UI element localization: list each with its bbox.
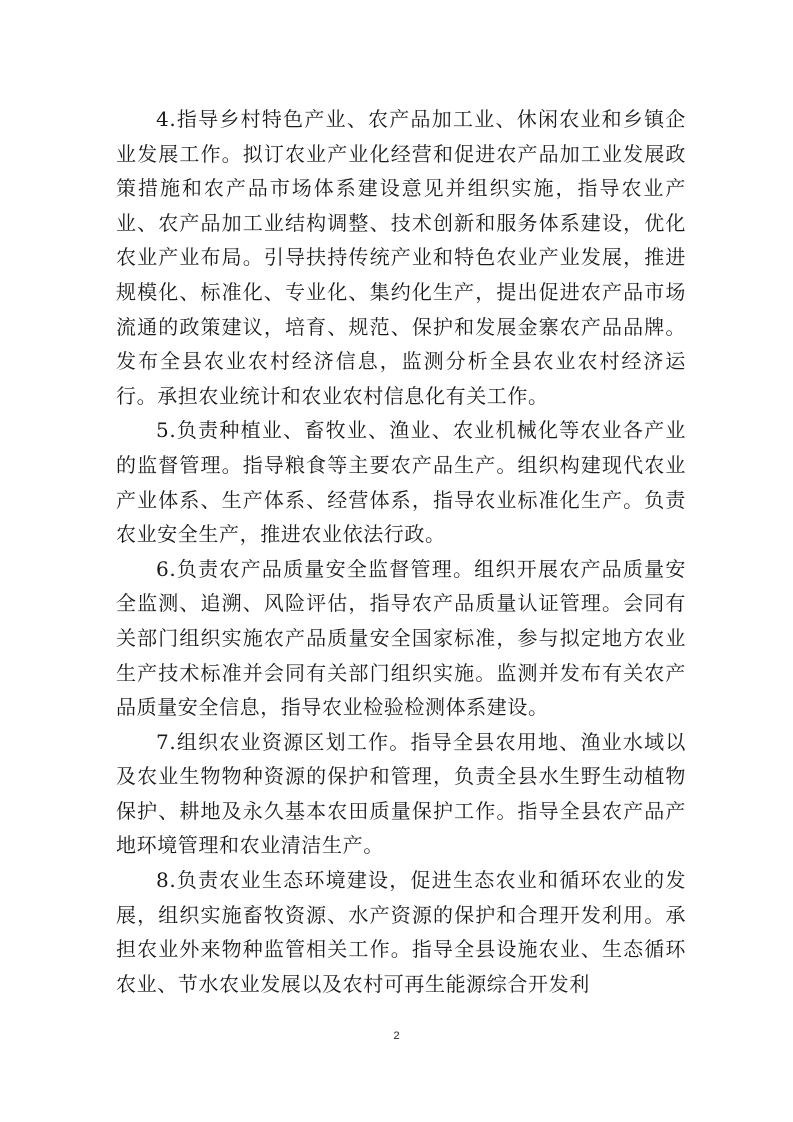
paragraph-item-5: 5.负责种植业、畜牧业、渔业、农业机械化等农业各产业的监督管理。指导粮食等主要农产品生产。组织构建现代农业产业体系、生产体系、经营体系，指导农业标准化生产。负责农业安全生产，推进农业依法行政。 (116, 418, 686, 547)
document-body (116, 102, 686, 1001)
paragraph-item-8: 8.负责农业生态环境建设，促进生态农业和循环农业的发展，组织实施畜牧资源、水产资源的保护和合理开发利用。承担农业外来物种监管相关工作。指导全县设施农业、生态循环农业、节水农业发展以及农村可再生能源综合开发利 (116, 868, 686, 996)
paragraph-item-6: 6.负责农产品质量安全监督管理。组织开展农产品质量安全监测、追溯、风险评估，指导农产品质量认证管理。会同有关部门组织实施农产品质量安全国家标准，参与拟定地方农业生产技术标准并会同有关部门组织实施。监测并发布有关农产品质量安全信息，指导农业检验检测体系建设。 (116, 556, 686, 720)
paragraph-item-4: 4.指导乡村特色产业、农产品加工业、休闲农业和乡镇企业发展工作。拟订农业产业化经营和促进农产品加工业发展政策措施和农产品市场体系建设意见并组织实施，指导农业产业、农产品加工业结构调整、技术创新和服务体系建设，优化农业产业布局。引导扶持传统产业和特色农业产业发展，推进规模化、标准化、专业化、集约化生产，提出促进农产品市场流通的政策建议，培育、规范、保护和发展金寨农产品品牌。发布全县农业农村经济信息，监测分析全县农业农村经济运行。承担农业统计和农业农村信息化有关工作。 (116, 107, 686, 408)
paragraph-item-7: 7.组织农业资源区划工作。指导全县农用地、渔业水域以及农业生物物种资源的保护和管理，负责全县水生野生动植物保护、耕地及永久基本农田质量保护工作。指导全县农产品产地环境管理和农业清洁生产。 (116, 729, 686, 858)
page-number: 2 (393, 1030, 400, 1042)
